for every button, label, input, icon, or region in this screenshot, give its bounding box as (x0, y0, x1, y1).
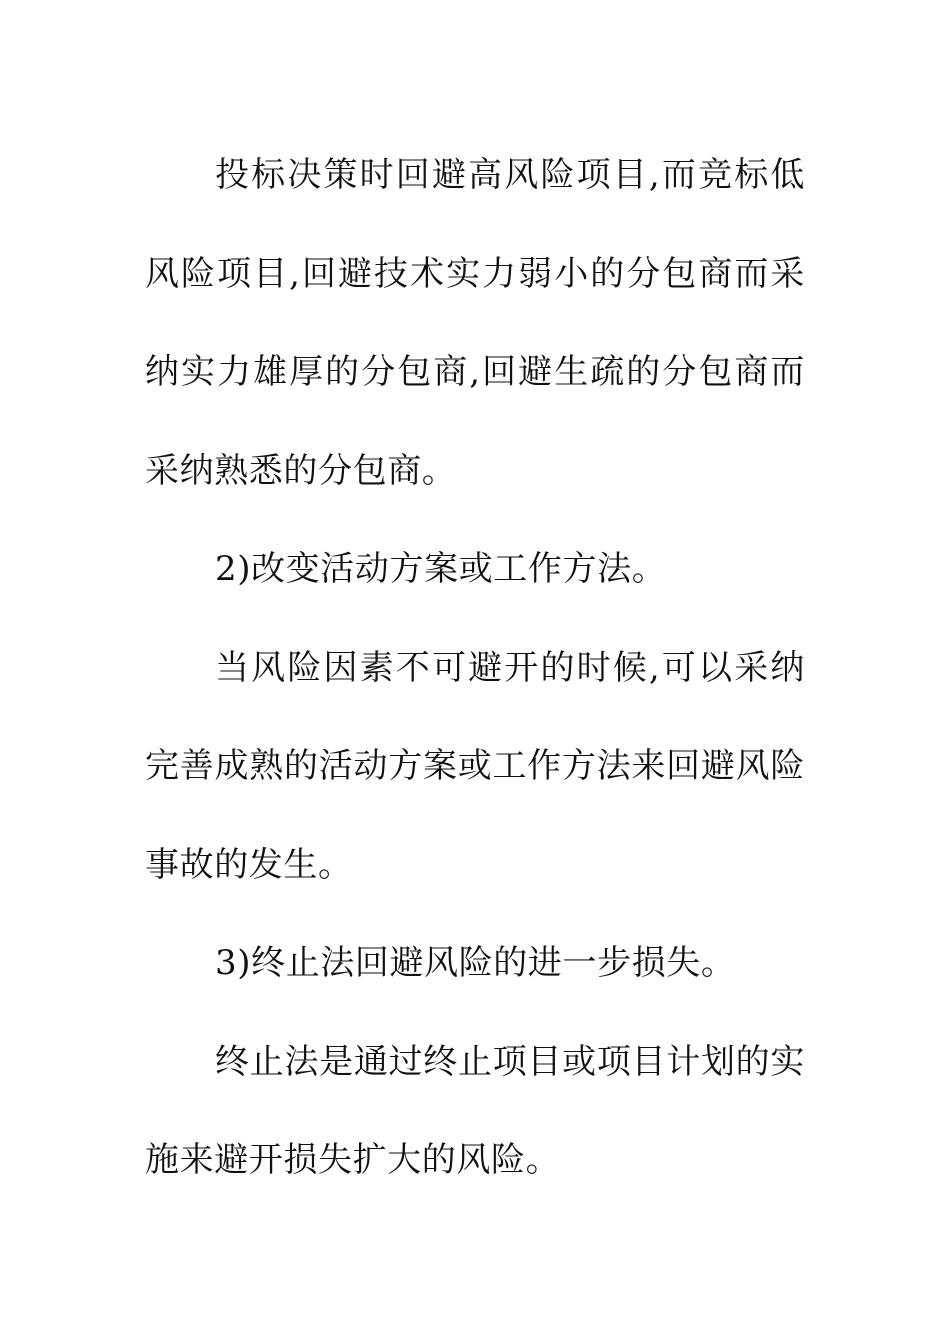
paragraph-avoid-high-risk: 投标决策时回避高风险项目,而竞标低风险项目,回避技术实力弱小的分包商而采纳实力雄厚的分包商,回避生疏的分包商而采纳熟悉的分包商。 (145, 155, 805, 491)
heading-termination: 3)终止法回避风险的进一步损失。 (215, 943, 736, 983)
heading-change-plan: 2)改变活动方案或工作方法。 (215, 549, 667, 589)
paragraph-mature-methods: 当风险因素不可避开的时候,可以采纳完善成熟的活动方案或工作方法来回避风险事故的发生。 (145, 647, 805, 885)
paragraph-termination-method: 终止法是通过终止项目或项目计划的实施来避开损失扩大的风险。 (145, 1041, 805, 1180)
document-body (145, 126, 805, 1210)
